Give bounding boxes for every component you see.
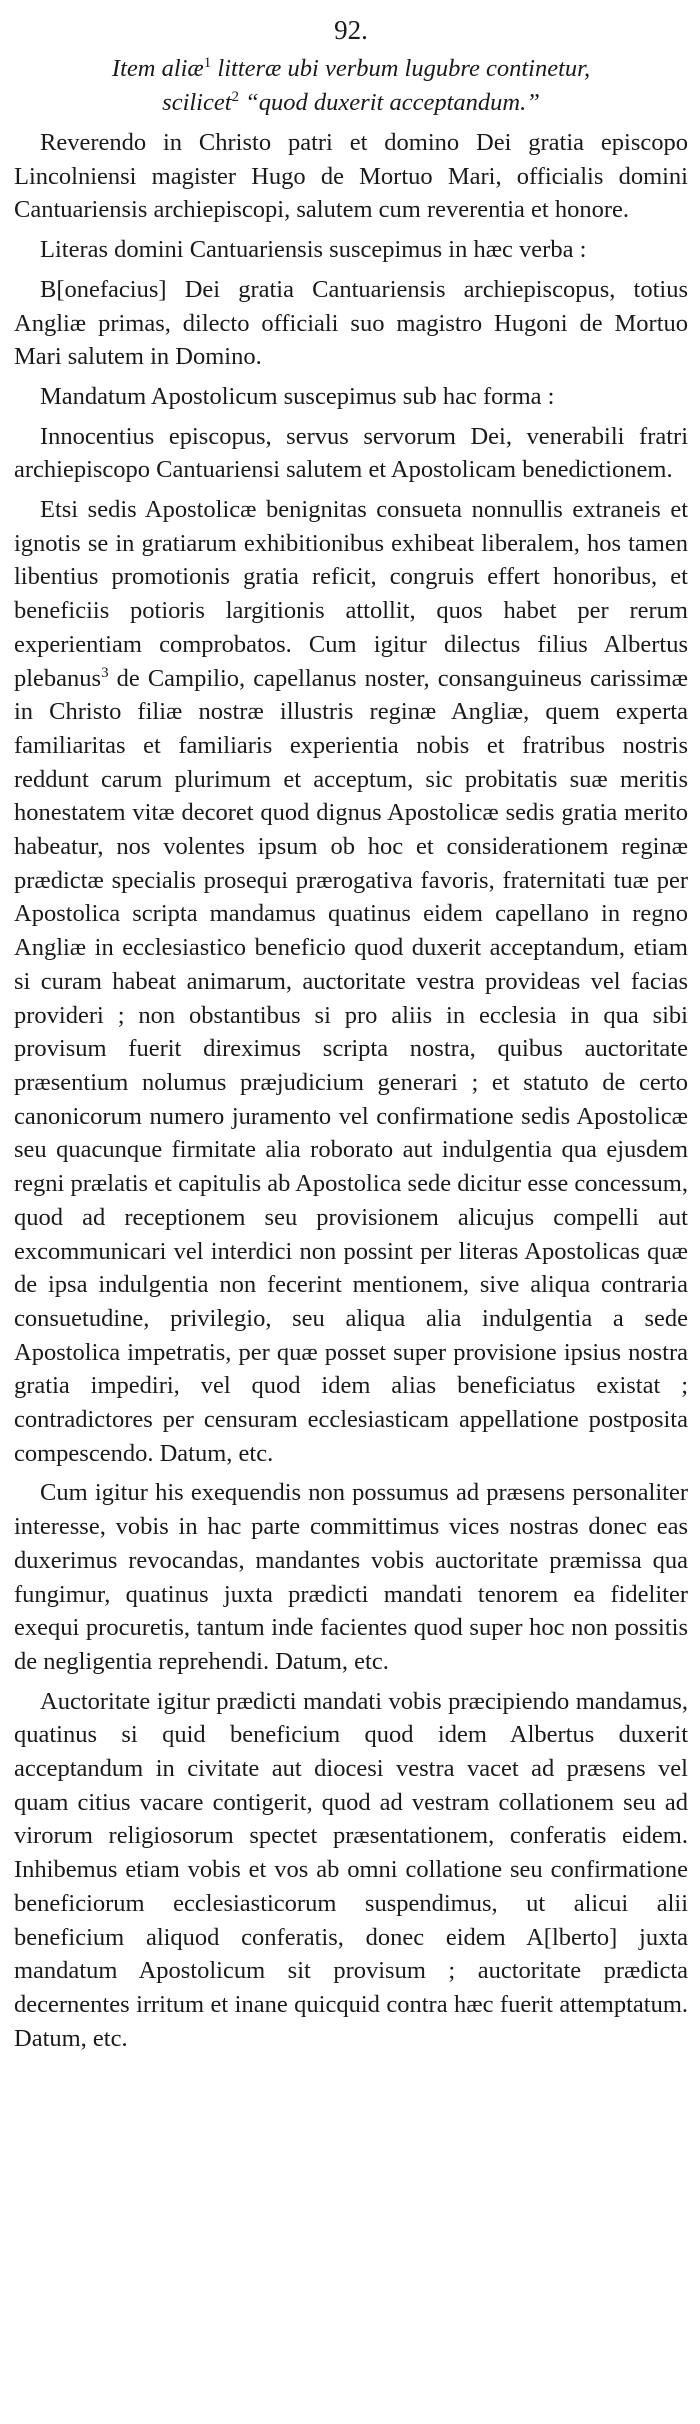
footnote-marker: 2: [231, 88, 240, 105]
footnote-marker: 1: [203, 54, 212, 71]
heading-line-1: [112, 55, 590, 82]
paragraph-commission: Cum igitur his exequendis non possumus ad præsens personaliter interesse, vobis in hac parte committimus vices nostras donec eas duxerimus revocandas, mandantes vobis auctoritate præmissa qua fungimur, quatinus juxta prædicti mandati tenorem ea fideliter exequi procuretis, tantum inde facientes quod super hoc non possitis de negligentia reprehendi. Datum, etc.: [14, 1479, 688, 1675]
heading-text: Item aliæ: [111, 55, 204, 82]
paragraph-papal-mandate: [14, 493, 688, 1470]
paragraph-salutation: Reverendo in Christo patri et domino Dei gratia episcopo Lincolniensi magister Hugo de Mortuo Mari, officialis domini Cantuariensis archiepiscopi, salutem cum reverentia et honore.: [14, 129, 688, 224]
heading-text: litteræ ubi verbum lugubre continetur,: [211, 55, 591, 82]
page-number: 92.: [334, 15, 368, 45]
heading-text: scilicet: [162, 89, 232, 116]
footnote-marker: 3: [101, 664, 109, 681]
heading-text: “quod duxerit acceptandum.”: [239, 89, 540, 116]
paragraph-text: Etsi sedis Apostolicæ benignitas consueta nonnullis extraneis et ignotis se in gratiarum exhibitionibus exhibeat liberalem, hos tamen libentius promotionis gratia reficit, congruis effert honoribus, et beneficiis potioris largitionis attollit, quos habet per rerum experientiam comprobatos. Cum igitur dilectus filius Albertus plebanus: [14, 496, 688, 692]
paragraph-official-order: Auctoritate igitur prædicti mandati vobis præcipiendo mandamus, quatinus si quid beneficium quod idem Albertus duxerit acceptandum in civitate aut diocesi vestra vacet ad præsens vel quam citius vacare contigerit, quod ad vestram collationem seu ad virorum religiosorum spectet præsentationem, conferatis eidem. Inhibemus etiam vobis et vos ab omni collatione seu confirmatione beneficiorum ecclesiasticorum suspendimus, ut alicui alii beneficium aliquod conferatis, donec eidem A[lberto] juxta mandatum Apostolicum sit provisum ; auctoritate prædicta decernentes irritum et inane quicquid contra hæc fuerit attemptatum. Datum, etc.: [14, 1687, 688, 2052]
heading-line-2: [162, 89, 540, 116]
document-heading: [14, 52, 688, 120]
paragraph-archbishop-letter: B[onefacius] Dei gratia Cantuariensis archiepiscopus, totius Angliæ primas, dilecto officiali suo magistro Hugoni de Mortuo Mari salutem in Domino.: [14, 275, 688, 371]
paragraph-apostolic-mandate: Mandatum Apostolicum suscepimus sub hac forma :: [40, 382, 555, 410]
paragraph-text: de Campilio, capellanus noster, consanguineus carissimæ in Christo filiæ nostræ illustris reginæ Angliæ, quem experta familiaritas et familiaris experientia nobis et fratribus nostris reddunt carum plurimum et acceptum, sic probitatis suæ meritis honestatem vitæ decoret quod dignus Apostolicæ sedis gratia merito habeatur, nos volentes ipsum ob hoc et considerationem reginæ prædictæ specialis prosequi prærogativa favoris, fraternitati tuæ per Apostolica scripta mandamus quatinus eidem capellano in regno Angliæ in ecclesiastico beneficio quod duxerit acceptandum, etiam si curam habeat animarum, auctoritate vestra provideas vel facias provideri ; non obstantibus si pro aliis in ecclesia in qua sibi provisum fuerit direximus scripta nostra, quibus auctoritate præsentium nolumus præjudicium generari ; et statuto de certo canonicorum numero juramento vel confirmatione sedis Apostolicæ seu quacunque firmitate alia roborato aut indulgentia qua ejusdem regni prælatis et capitulis ab Apostolica sede dicitur esse concessum, quod ad receptionem seu provisionem alicujus compelli aut excommunicari vel interdici non possint per literas Apostolicas quæ de ipsa indulgentia non fecerint mentionem, sive aliqua contraria consuetudine, privilegio, seu aliqua alia indulgentia a sede Apostolica impetratis, per quæ posset super provisione ipsius nostra gratia impediri, vel quod idem alias beneficiatus existat ; contradictores per censuram ecclesiasticam appellatione postposita compescendo. Datum, etc.: [14, 664, 688, 1467]
paragraph-received-letters: Literas domini Cantuariensis suscepimus in hæc verba :: [40, 236, 587, 264]
paragraph-innocent-greeting: Innocentius episcopus, servus servorum Dei, venerabili fratri archiepiscopo Cantuariensi salutem et Apostolicam benedictionem.: [14, 422, 688, 484]
